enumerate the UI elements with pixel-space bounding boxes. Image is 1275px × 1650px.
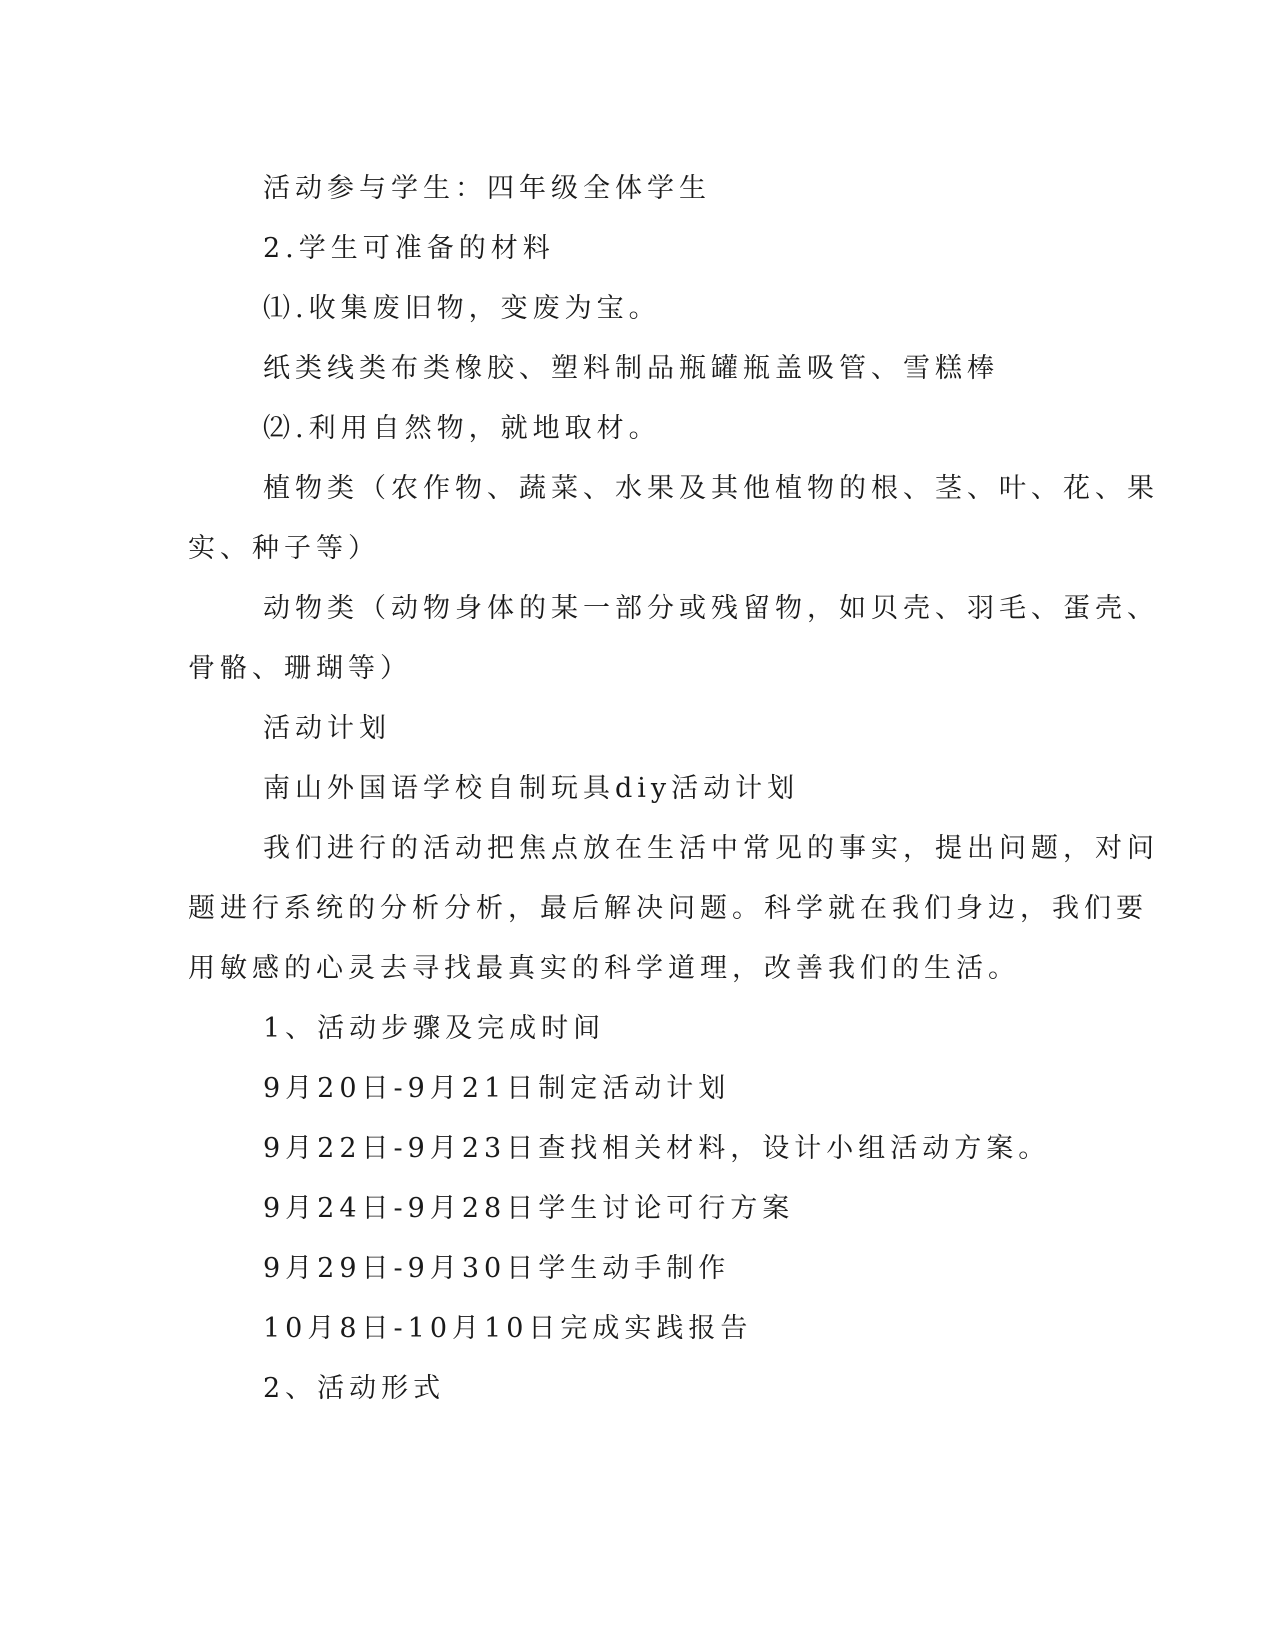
text-line: ⑵.利用自然物，就地取材。 [263,413,661,444]
text-line: 动物类（动物身体的某一部分或残留物，如贝壳、羽毛、蛋壳、 [263,593,1159,624]
text-line: 题进行系统的分析分析，最后解决问题。科学就在我们身边，我们要 [188,893,1148,924]
text-line: 9月29日-9月30日学生动手制作 [263,1253,731,1284]
text-line: 我们进行的活动把焦点放在生活中常见的事实，提出问题，对问 [263,833,1159,864]
text-line: 实、种子等） [188,533,380,564]
text-line: 9月20日-9月21日制定活动计划 [263,1073,731,1104]
text-line: 活动计划 [263,713,391,744]
text-line: 南山外国语学校自制玩具diy活动计划 [263,773,800,804]
text-line: 2、活动形式 [263,1373,446,1404]
text-line: 活动参与学生：四年级全体学生 [263,173,711,204]
text-line: 2.学生可准备的材料 [263,233,555,264]
text-line: 纸类线类布类橡胶、塑料制品瓶罐瓶盖吸管、雪糕棒 [263,353,999,384]
text-line: 10月8日-10月10日完成实践报告 [263,1313,753,1344]
text-line: 用敏感的心灵去寻找最真实的科学道理，改善我们的生活。 [188,953,1020,984]
text-line: 9月22日-9月23日查找相关材料，设计小组活动方案。 [263,1133,1051,1164]
text-line: 植物类（农作物、蔬菜、水果及其他植物的根、茎、叶、花、果 [263,473,1159,504]
text-line: 1、活动步骤及完成时间 [263,1013,606,1044]
text-line: ⑴.收集废旧物，变废为宝。 [263,293,661,324]
text-line: 骨骼、珊瑚等） [188,653,412,684]
text-line: 9月24日-9月28日学生讨论可行方案 [263,1193,795,1224]
